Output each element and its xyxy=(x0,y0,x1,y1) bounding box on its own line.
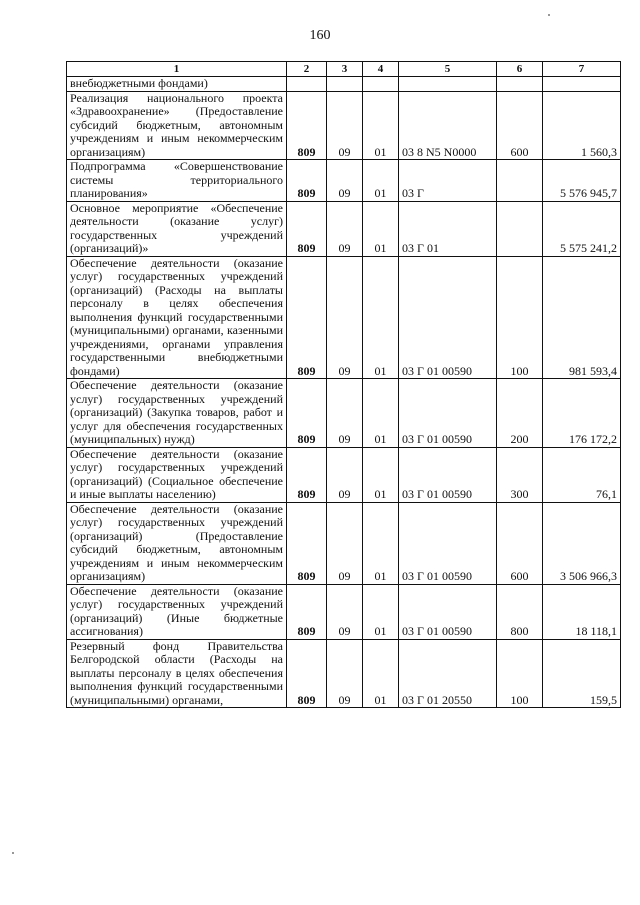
row-subsection: 01 xyxy=(363,447,399,502)
row-amount: 159,5 xyxy=(543,639,621,708)
row-amount xyxy=(543,77,621,92)
table-row xyxy=(67,639,621,708)
table-row xyxy=(67,584,621,639)
row-amount: 176 172,2 xyxy=(543,379,621,448)
row-code: 809 xyxy=(287,584,327,639)
row-code: 809 xyxy=(287,502,327,584)
row-name: Резервный фонд Правительства Белгородской области (Расходы на выплаты персоналу в целях обеспечения выполнения функций государственными (муниципальными) органами, xyxy=(67,639,287,708)
table-row xyxy=(67,379,621,448)
row-subsection: 01 xyxy=(363,639,399,708)
row-type: 600 xyxy=(497,502,543,584)
row-type: 800 xyxy=(497,584,543,639)
table-row xyxy=(67,502,621,584)
row-target: 03 Г 01 20550 xyxy=(399,639,497,708)
page-number: 160 xyxy=(309,28,331,43)
row-section xyxy=(327,77,363,92)
row-target: 03 Г 01 00590 xyxy=(399,256,497,379)
table-row xyxy=(67,447,621,502)
row-section: 09 xyxy=(327,91,363,160)
row-name: внебюджетными фондами) xyxy=(67,77,287,92)
row-code: 809 xyxy=(287,256,327,379)
row-name: Подпрограмма «Совершенствование системы территориального планирования» xyxy=(67,160,287,202)
row-code: 809 xyxy=(287,91,327,160)
column-header: 7 xyxy=(543,62,621,77)
row-type: 300 xyxy=(497,447,543,502)
row-name: Обеспечение деятельности (оказание услуг) государственных учреждений (организаций) (Расходы на выплаты персоналу в целях обеспечения выполнения функций государственными (муниципальными) органами, казенными учреждениями, органами управления государственными внебюджетными фондами) xyxy=(67,256,287,379)
row-amount: 18 118,1 xyxy=(543,584,621,639)
row-section: 09 xyxy=(327,256,363,379)
table-row xyxy=(67,77,621,92)
row-target: 03 Г xyxy=(399,160,497,202)
column-header: 3 xyxy=(327,62,363,77)
row-amount: 5 576 945,7 xyxy=(543,160,621,202)
row-section: 09 xyxy=(327,160,363,202)
row-amount: 76,1 xyxy=(543,447,621,502)
scan-speck xyxy=(548,14,550,16)
row-section: 09 xyxy=(327,639,363,708)
row-amount: 1 560,3 xyxy=(543,91,621,160)
row-code: 809 xyxy=(287,639,327,708)
table-row xyxy=(67,201,621,256)
row-type xyxy=(497,160,543,202)
column-header: 6 xyxy=(497,62,543,77)
table-header-row xyxy=(67,62,621,77)
row-subsection xyxy=(363,77,399,92)
row-name: Реализация национального проекта «Здравоохранение» (Предоставление субсидий бюджетным, автономным учреждениям и иным некоммерческим организациям) xyxy=(67,91,287,160)
row-type xyxy=(497,201,543,256)
row-code: 809 xyxy=(287,160,327,202)
column-header: 1 xyxy=(67,62,287,77)
row-name: Обеспечение деятельности (оказание услуг) государственных учреждений (организаций) (Предоставление субсидий бюджетным, автономным учреждениям и иным некоммерческим организациям) xyxy=(67,502,287,584)
row-section: 09 xyxy=(327,379,363,448)
row-section: 09 xyxy=(327,201,363,256)
row-type xyxy=(497,77,543,92)
row-subsection: 01 xyxy=(363,379,399,448)
row-name: Обеспечение деятельности (оказание услуг) государственных учреждений (организаций) (Иные бюджетные ассигнования) xyxy=(67,584,287,639)
row-subsection: 01 xyxy=(363,256,399,379)
row-target: 03 Г 01 00590 xyxy=(399,502,497,584)
table-row xyxy=(67,160,621,202)
row-code xyxy=(287,77,327,92)
column-header: 2 xyxy=(287,62,327,77)
row-target: 03 Г 01 xyxy=(399,201,497,256)
row-subsection: 01 xyxy=(363,160,399,202)
row-type: 100 xyxy=(497,256,543,379)
row-type: 200 xyxy=(497,379,543,448)
column-header: 4 xyxy=(363,62,399,77)
row-code: 809 xyxy=(287,447,327,502)
budget-table xyxy=(66,61,621,708)
row-target: 03 8 N5 N0000 xyxy=(399,91,497,160)
row-amount: 3 506 966,3 xyxy=(543,502,621,584)
row-section: 09 xyxy=(327,447,363,502)
scan-speck xyxy=(12,852,14,854)
row-subsection: 01 xyxy=(363,502,399,584)
table-row xyxy=(67,256,621,379)
row-type: 600 xyxy=(497,91,543,160)
row-type: 100 xyxy=(497,639,543,708)
row-section: 09 xyxy=(327,584,363,639)
row-amount: 981 593,4 xyxy=(543,256,621,379)
row-amount: 5 575 241,2 xyxy=(543,201,621,256)
row-code: 809 xyxy=(287,201,327,256)
column-header: 5 xyxy=(399,62,497,77)
row-subsection: 01 xyxy=(363,201,399,256)
row-section: 09 xyxy=(327,502,363,584)
row-target: 03 Г 01 00590 xyxy=(399,447,497,502)
row-target xyxy=(399,77,497,92)
row-target: 03 Г 01 00590 xyxy=(399,379,497,448)
row-name: Обеспечение деятельности (оказание услуг) государственных учреждений (организаций) (Закупка товаров, работ и услуг для обеспечения государственных (муниципальных) нужд) xyxy=(67,379,287,448)
row-subsection: 01 xyxy=(363,584,399,639)
row-name: Обеспечение деятельности (оказание услуг) государственных учреждений (организаций) (Социальное обеспечение и иные выплаты населению) xyxy=(67,447,287,502)
table-row xyxy=(67,91,621,160)
row-target: 03 Г 01 00590 xyxy=(399,584,497,639)
row-subsection: 01 xyxy=(363,91,399,160)
row-name: Основное мероприятие «Обеспечение деятельности (оказание услуг) государственных учреждений (организаций)» xyxy=(67,201,287,256)
row-code: 809 xyxy=(287,379,327,448)
